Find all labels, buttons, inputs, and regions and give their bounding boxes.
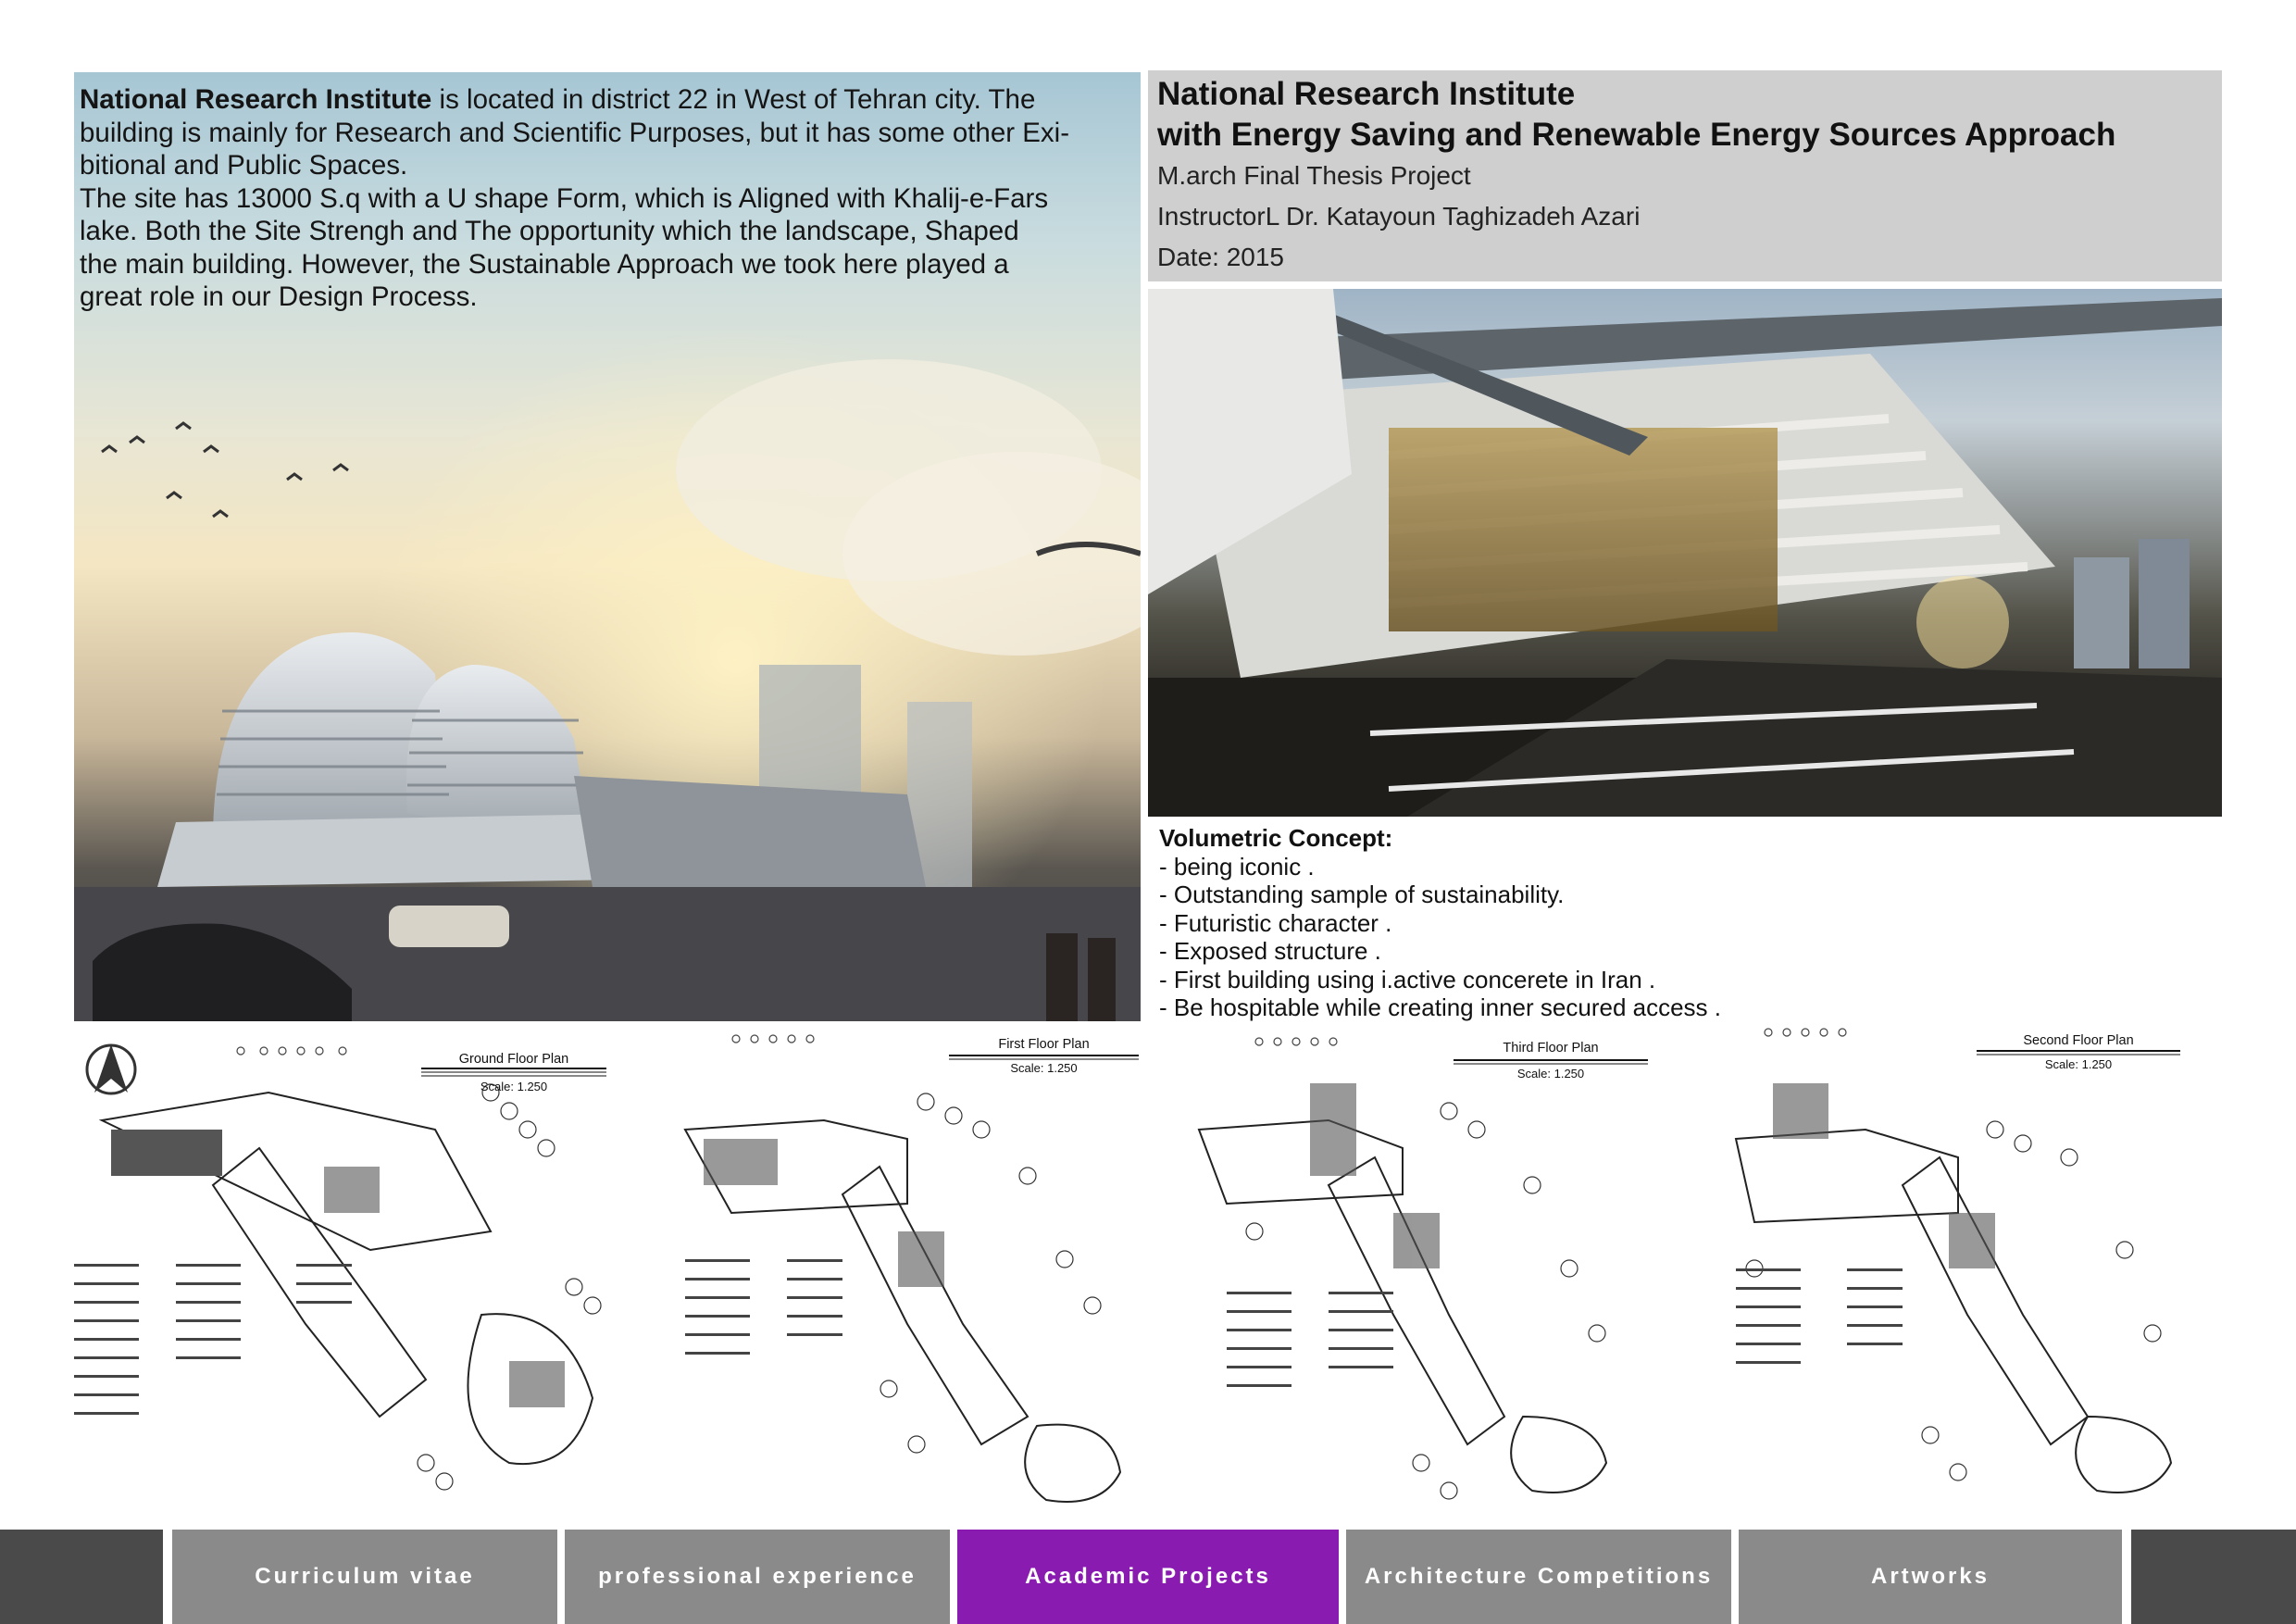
project-title-block <box>1148 70 2222 281</box>
north-arrow-icon <box>87 1044 135 1093</box>
nav-curriculum-vitae[interactable]: Curriculum vitae <box>172 1530 557 1624</box>
project-title: National Research Institute <box>1157 76 1576 112</box>
concept-item: - First building using i.active concerete in Iran . <box>1159 965 1656 993</box>
concept-item: - being iconic . <box>1159 852 1315 881</box>
nav-academic-projects[interactable]: Academic Projects <box>957 1530 1339 1624</box>
building-render-illustration <box>1148 289 2222 817</box>
description-line: lake. Both the Site Strengh and The opportunity which the landscape, Shaped <box>80 216 1019 246</box>
floor-plan-drawing <box>1717 1028 2203 1518</box>
description-line: The site has 13000 S.q with a U shape Form, which is Aligned with Khalij-e-Fars <box>80 182 1049 214</box>
nav-end-cap-left <box>0 1530 163 1624</box>
concept-title: Volumetric Concept: <box>1159 824 1393 852</box>
description-line: building is mainly for Research and Scientific Purposes, but it has some other Exi- <box>80 117 1070 148</box>
plan-scale: Scale: 1.250 <box>480 1080 548 1093</box>
plan-title: Ground Floor Plan <box>458 1052 569 1067</box>
third-floor-plan <box>1171 1028 1671 1518</box>
project-name: National Research Institute <box>80 84 432 115</box>
description-line: the main building. However, the Sustainable Approach we took here played a <box>80 248 1009 280</box>
concept-item: - Outstanding sample of sustainability. <box>1159 881 1565 908</box>
nav-professional-experience[interactable]: professional experience <box>565 1530 950 1624</box>
concept-item: - Futuristic character . <box>1159 908 1392 937</box>
second-floor-plan <box>1717 1028 2203 1518</box>
project-title-line2: with Energy Saving and Renewable Energy Sources Approach <box>1157 117 2116 153</box>
plan-scale: Scale: 1.250 <box>2044 1057 2113 1071</box>
volumetric-concept <box>1159 824 2224 1022</box>
concept-item: - Be hospitable while creating inner secured access . <box>1159 993 1721 1021</box>
plan-title: Third Floor Plan <box>1503 1041 1599 1056</box>
floor-plan-drawing <box>1171 1028 1671 1518</box>
date-text: Date: 2015 <box>1157 243 1284 271</box>
instructor-text: InstructorL Dr. Katayoun Taghizadeh Azari <box>1157 202 1641 231</box>
hero-render-image <box>74 72 1141 1021</box>
description-line: great role in our Design Process. <box>80 281 478 312</box>
plan-title: Second Floor Plan <box>2023 1033 2134 1048</box>
floor-plan-drawing <box>74 1028 630 1518</box>
footer-navigation <box>0 1530 2296 1624</box>
nav-artworks[interactable]: Artworks <box>1739 1530 2122 1624</box>
plan-title: First Floor Plan <box>998 1037 1090 1052</box>
ground-floor-plan <box>74 1028 630 1518</box>
concept-item: - Exposed structure . <box>1159 937 1381 965</box>
floor-plan-drawing <box>676 1028 1148 1518</box>
plan-scale: Scale: 1.250 <box>1010 1061 1078 1075</box>
nav-end-cap-right <box>2131 1530 2296 1624</box>
project-subtitle: M.arch Final Thesis Project <box>1157 161 1471 190</box>
plan-scale: Scale: 1.250 <box>1516 1067 1585 1081</box>
interior-perspective-render <box>1148 289 2222 817</box>
description-line: bitional and Public Spaces. <box>80 150 408 181</box>
first-floor-plan <box>676 1028 1148 1518</box>
project-description <box>80 83 1135 314</box>
description-line: is located in district 22 in West of Tehran city. The <box>431 84 1036 115</box>
nav-architecture-competitions[interactable]: Architecture Competitions <box>1346 1530 1731 1624</box>
